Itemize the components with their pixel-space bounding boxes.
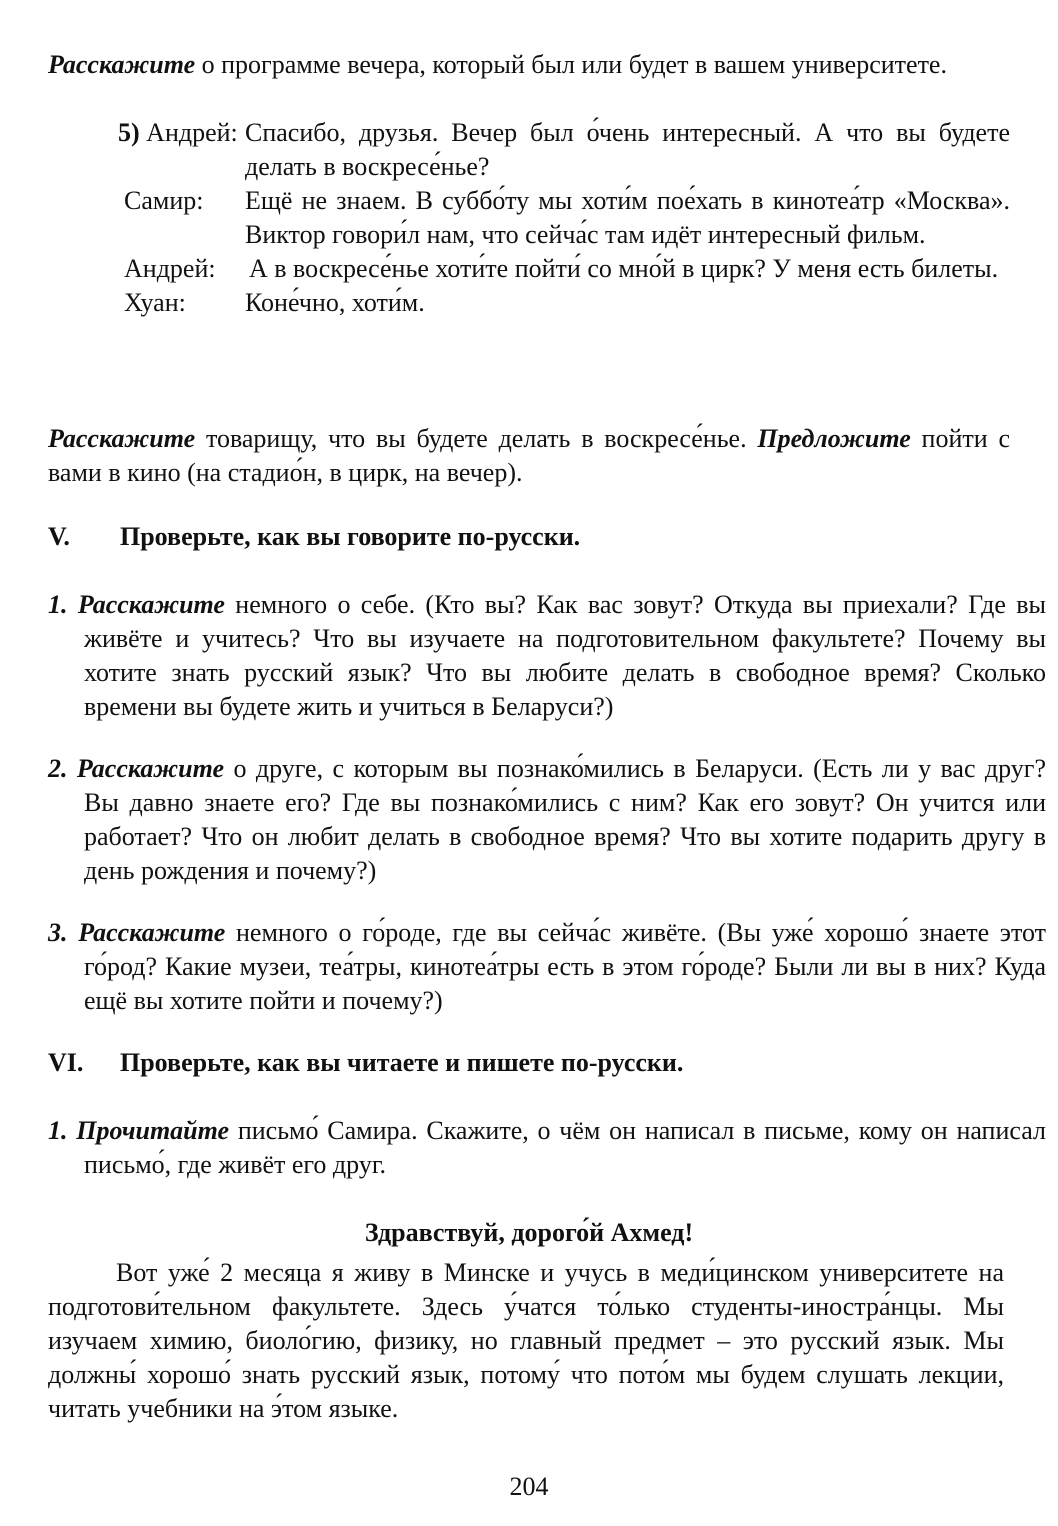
exercise-number: 1. <box>48 590 68 619</box>
dialogue-speaker <box>118 116 238 150</box>
intro-task-verb: Расскажите <box>48 50 196 79</box>
task-text: пойти с вами в кино (на стадио́н, в цирк, на вечер). <box>48 424 1010 487</box>
dialogue-speaker: Хуан: <box>124 288 186 317</box>
section-title: Проверьте, как вы говорите по-русски. <box>120 522 581 551</box>
page-number: 204 <box>509 1472 549 1501</box>
exercise-text: немного о го́роде, где вы сейча́с живёте. (Вы уже́ хорошо́ знаете этот го́род? Какие музеи, теа́тры, кинотеа́тры есть в этом го́роде? Были ли вы в них? Куда ещё вы хотите пойти и почему?) <box>84 918 1046 1015</box>
dialogue-line <box>100 286 1010 320</box>
exercise-verb: Расскажите <box>76 754 225 783</box>
exercise-item <box>48 916 1046 1018</box>
exercise-item <box>48 1114 1046 1182</box>
exercise-item <box>48 752 1046 888</box>
task-verb: Предложите <box>757 424 911 453</box>
dialogue-replica: Спасибо, друзья. Вечер был о́чень интересный. А что вы будете делать в воскресе́нье? <box>245 118 1010 181</box>
section-number: VI. <box>48 1048 84 1077</box>
intro-task-text: о программе вечера, который был или будет в вашем университете. <box>195 50 947 79</box>
dialogue-replica: А в воскресе́нье хоти́те пойти́ со мно́й в цирк? У меня есть билеты. <box>249 254 999 283</box>
dialogue-line <box>100 184 1010 252</box>
section-number: V. <box>48 522 70 551</box>
dialogue-replica: Ещё не знаем. В суббо́ту мы хоти́м пое́хать в кинотеа́тр «Москва». Виктор говори́л нам, что сейча́с там идёт интересный фильм. <box>245 186 1010 249</box>
section-heading <box>48 1046 1010 1080</box>
letter-paragraph: Вот уже́ 2 месяца я живу в Минске и учусь в меди́цинском университете на подготови́тельном факультете. Здесь у́чатся то́лько студенты-иностра́нцы. Мы изучаем химию, биоло́гию, физику, но главный предмет – это русский язык. Мы должны́ хорошо́ знать русский язык, потому́ что пото́м мы будем слушать лекции, читать учебники на э́том языке. <box>48 1258 1004 1423</box>
dialogue <box>118 116 1010 320</box>
exercise-text: немного о себе. (Кто вы? Как вас зовут? Откуда вы приехали? Где вы живёте и учитесь? Что вы изучаете на подготовительном факультете? Почему вы хотите знать русский язык? Что вы любите делать в свободное время? Сколько времени вы будете жить и учиться в Беларуси?) <box>84 590 1046 721</box>
task-text: товарищу, что вы будете делать в воскресе́нье. <box>195 424 758 453</box>
dialogue-line <box>100 252 1010 286</box>
exercise-verb: Прочитайте <box>76 1116 230 1145</box>
exercise-number: 3. <box>48 918 68 947</box>
dialogue-speaker: Андрей: <box>124 254 216 283</box>
dialogue-line <box>118 116 1010 184</box>
exercise-item <box>48 588 1046 724</box>
exercise-number: 2. <box>48 754 68 783</box>
dialogue-replica: Коне́чно, хоти́м. <box>245 288 425 317</box>
dialogue-number: 5) <box>118 118 140 147</box>
dialogue-speaker: Самир: <box>124 186 204 215</box>
section-title: Проверьте, как вы читаете и пишете по-русски. <box>120 1048 684 1077</box>
exercise-verb: Расскажите <box>77 590 225 619</box>
dialogue-follow-up-task <box>48 422 1010 490</box>
section-heading <box>48 520 1010 554</box>
letter-title: Здравствуй, дорого́й Ахмед! <box>364 1218 694 1247</box>
exercise-number: 1. <box>48 1116 68 1145</box>
exercise-text: письмо́ Самира. Скажите, о чём он написал в письме, кому он написал письмо́, где живёт его друг. <box>84 1116 1046 1179</box>
exercise-verb: Расскажите <box>78 918 226 947</box>
task-verb: Расскажите <box>48 424 196 453</box>
speaker-name: Андрей: <box>146 118 238 147</box>
exercise-text: о друге, с которым вы познако́мились в Беларуси. (Есть ли у вас друг? Вы давно знаете его? Где вы познако́мились с ним? Как его зовут? Он учится или работает? Что он любит делать в свободное время? Что вы хотите подарить другу в день рождения и почему?) <box>84 754 1046 885</box>
intro-task <box>48 48 1010 82</box>
